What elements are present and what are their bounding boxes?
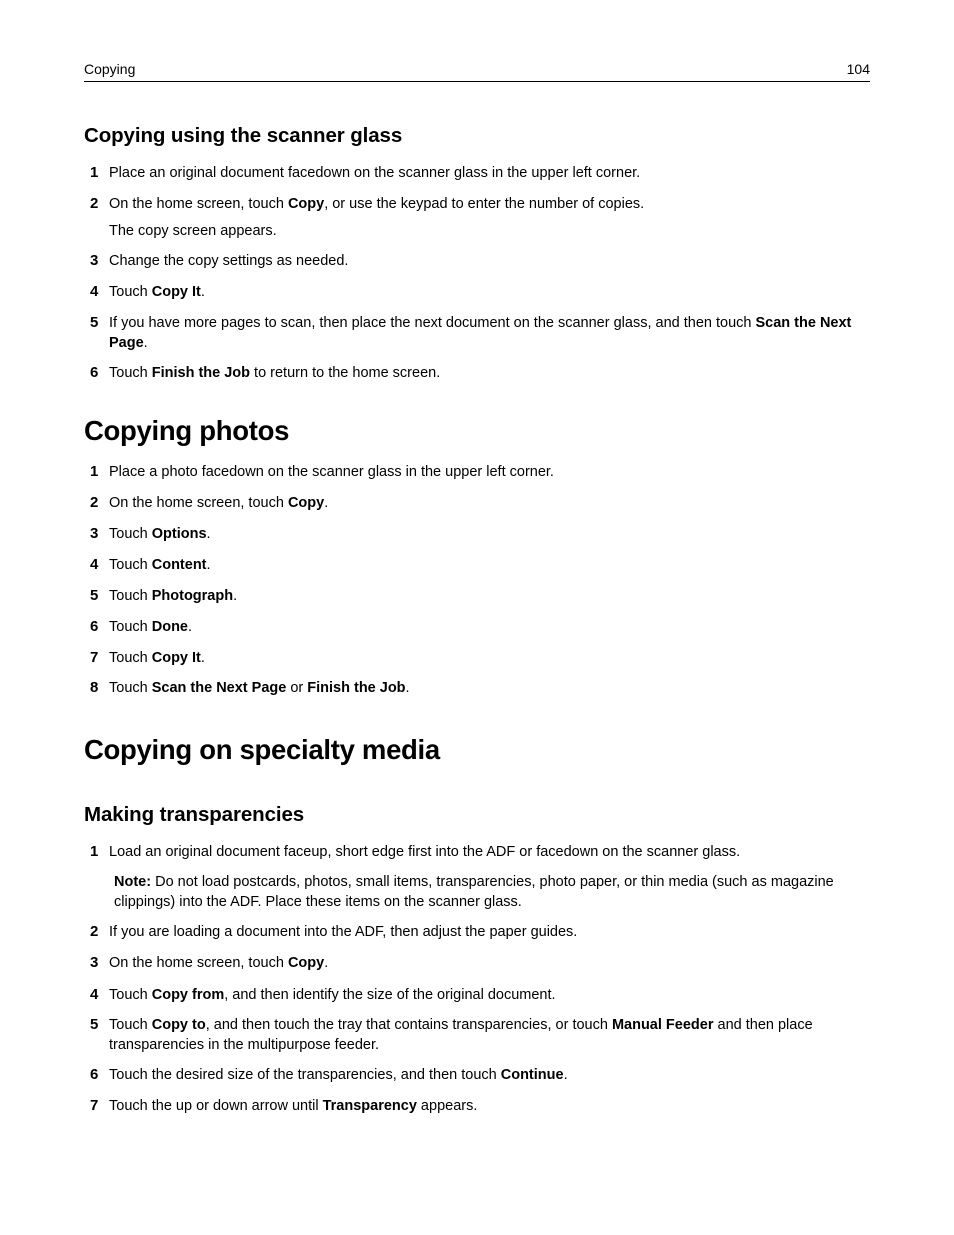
step-text-run: , or use the keypad to enter the number of copies. — [324, 196, 645, 212]
copying-photos-heading-wrap — [84, 415, 870, 447]
step-number: 3 — [90, 525, 99, 542]
step-number: 3 — [90, 252, 99, 269]
chapter-heading: Copying on specialty media — [84, 734, 440, 765]
step-number: 1 — [90, 843, 99, 860]
step-text — [109, 922, 871, 942]
step-text-run: Touch — [109, 557, 152, 573]
step-text-run: If you are loading a document into the ADF, then adjust the paper guides. — [109, 924, 578, 940]
header-section-name: Copying — [84, 61, 136, 77]
step-number: 6 — [90, 618, 99, 635]
step-text-run: . — [324, 495, 329, 511]
step-number: 2 — [90, 195, 99, 212]
step-text-run: . — [200, 284, 205, 300]
step-number: 6 — [90, 1066, 99, 1083]
specialty-media-heading-wrap — [84, 734, 870, 766]
step-text-run: Place an original document facedown on the scanner glass in the upper left corner. — [109, 165, 641, 181]
step-text-run: , and then touch the tray that contains transparencies, or touch — [205, 1017, 612, 1033]
ui-term: Scan the Next Page — [151, 680, 287, 696]
scanner-glass-section-heading — [84, 124, 870, 148]
note-label: Note: — [114, 874, 152, 890]
step-text-run: Touch — [109, 650, 152, 666]
ui-term: Finish the Job — [307, 680, 406, 696]
step-text-run: . — [143, 335, 148, 351]
ui-term: Content — [151, 557, 207, 573]
chapter-heading: Copying photos — [84, 415, 290, 446]
step-text — [109, 493, 871, 513]
step-text-run: and then place transparencies in the multipurpose feeder. — [109, 1017, 813, 1053]
step-text-run: . — [563, 1067, 568, 1083]
step-text-run: Touch — [109, 987, 152, 1003]
ui-term: Manual Feeder — [611, 1017, 714, 1033]
note-text: Do not load postcards, photos, small items, transparencies, photo paper, or thin media (such as magazine clippings) into the ADF. Place these items on the scanner glass. — [114, 874, 834, 910]
step-text-run: On the home screen, touch — [109, 955, 288, 971]
step-number: 2 — [90, 494, 99, 511]
section-heading: Copying using the scanner glass — [84, 124, 403, 147]
step-text-run: Touch — [109, 680, 152, 696]
step-number: 7 — [90, 649, 99, 666]
step-number: 4 — [90, 986, 99, 1003]
step-number: 1 — [90, 164, 99, 181]
step-text — [109, 282, 871, 302]
step-text-run: . — [324, 955, 329, 971]
ui-term: Copy to — [151, 1017, 206, 1033]
ui-term: Options — [151, 526, 207, 542]
step-text-run: . — [233, 588, 238, 604]
step-number: 2 — [90, 923, 99, 940]
step-text-run: . — [200, 650, 205, 666]
step-text-run: . — [405, 680, 410, 696]
step-number: 5 — [90, 1016, 99, 1033]
step-number: 7 — [90, 1097, 99, 1114]
ui-term: Copy — [287, 196, 325, 212]
step-number: 4 — [90, 283, 99, 300]
step-number: 8 — [90, 679, 99, 696]
step-text — [109, 648, 871, 668]
step-text-run: Touch — [109, 619, 152, 635]
ui-term: Photograph — [151, 588, 234, 604]
step-text-run: . — [206, 526, 211, 542]
step-text — [109, 842, 871, 862]
step-text-run: Load an original document faceup, short edge first into the ADF or facedown on the scanner glass. — [109, 844, 741, 860]
step-text-run: or — [286, 680, 308, 696]
step-number: 1 — [90, 463, 99, 480]
step-text — [109, 313, 871, 353]
note-block — [114, 872, 870, 912]
ui-term: Transparency — [322, 1098, 417, 1114]
section-heading: Making transparencies — [84, 803, 305, 826]
ui-term: Done — [151, 619, 188, 635]
step-text — [109, 953, 871, 973]
step-text — [109, 194, 871, 214]
step-text-run: Touch — [109, 365, 152, 381]
step-number: 5 — [90, 314, 99, 331]
step-text — [109, 1096, 871, 1116]
ui-term: Copy from — [151, 987, 225, 1003]
page-header — [84, 60, 870, 82]
step-text — [109, 617, 871, 637]
step-text — [109, 1065, 871, 1085]
step-text-run: Touch — [109, 526, 152, 542]
step-text — [109, 555, 871, 575]
step-text — [109, 251, 871, 271]
ui-term: Finish the Job — [151, 365, 251, 381]
step-text — [109, 163, 871, 183]
transparencies-heading-wrap — [84, 803, 870, 827]
step-text-run: Touch — [109, 1017, 152, 1033]
step-number: 3 — [90, 954, 99, 971]
step-text-run: Place a photo facedown on the scanner glass in the upper left corner. — [109, 464, 554, 480]
step-text-run: On the home screen, touch — [109, 495, 288, 511]
step-text — [109, 586, 871, 606]
step-text — [109, 462, 871, 482]
ui-term: Copy — [287, 955, 325, 971]
ui-term: Copy — [287, 495, 325, 511]
step-text-run: , and then identify the size of the original document. — [224, 987, 556, 1003]
step-text-run: . — [206, 557, 211, 573]
step-text-run: Touch the up or down arrow until — [109, 1098, 323, 1114]
step-text — [109, 678, 871, 698]
ui-term: Copy It — [151, 650, 201, 666]
step-text — [109, 363, 871, 383]
step-number: 6 — [90, 364, 99, 381]
step-text-run: appears. — [416, 1098, 478, 1114]
step-text-run: Touch — [109, 588, 152, 604]
step-result-text: The copy screen appears. — [109, 223, 277, 239]
ui-term: Copy It — [151, 284, 201, 300]
step-text-run: Touch the desired size of the transparencies, and then touch — [109, 1067, 501, 1083]
step-text-run: to return to the home screen. — [250, 365, 441, 381]
step-text — [109, 1015, 871, 1055]
step-text-run: Change the copy settings as needed. — [109, 253, 349, 269]
step-text-run: On the home screen, touch — [109, 196, 288, 212]
ui-term: Continue — [500, 1067, 564, 1083]
header-page-number: 104 — [846, 61, 870, 77]
step-text-run: Touch — [109, 284, 152, 300]
step-text-run: . — [187, 619, 193, 635]
ui-term: Scan the Next Page — [109, 315, 852, 351]
step-text-run: If you have more pages to scan, then place the next document on the scanner glass, and then touch — [109, 315, 756, 331]
step-number: 5 — [90, 587, 99, 604]
step-text — [109, 524, 871, 544]
step-text — [109, 985, 871, 1005]
step-number: 4 — [90, 556, 99, 573]
